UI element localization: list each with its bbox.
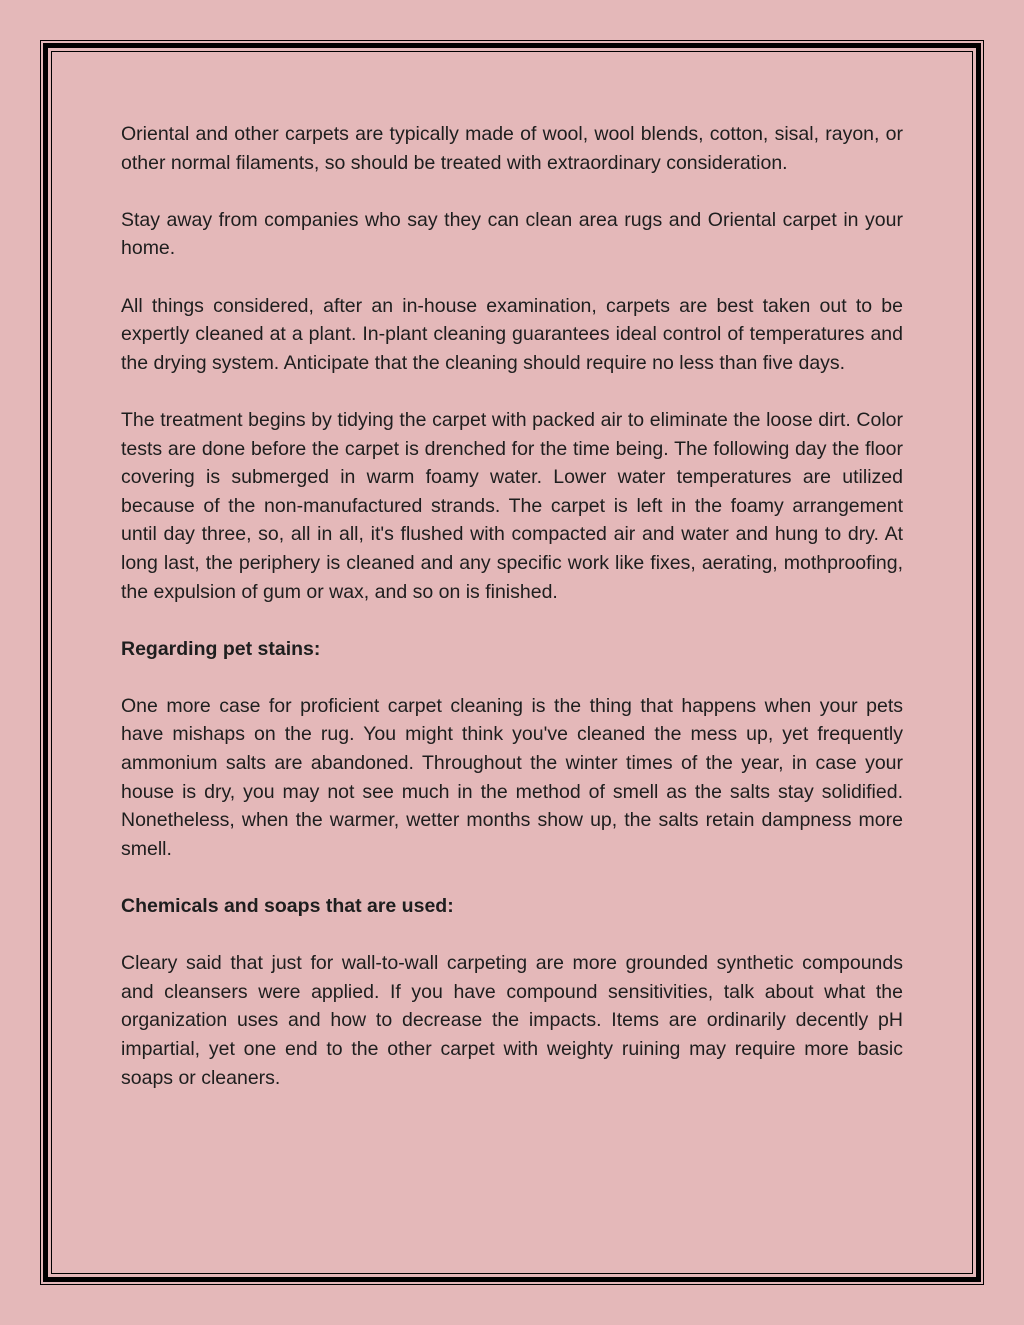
- paragraph-carpet-materials: Oriental and other carpets are typically made of wool, wool blends, cotton, sisal, rayon, or other normal filaments, so should be treated with extraordinary consideration.: [121, 123, 903, 174]
- paragraph-chemicals-soaps: Cleary said that just for wall-to-wall carpeting are more grounded synthetic compounds and cleansers were applied. If you have compound sensitivities, talk about what the organization uses and how to decrease the impacts. Items are ordinarily decently pH impartial, yet one end to the other carpet with weighty ruining may require more basic soaps or cleaners.: [121, 952, 903, 1089]
- paragraph-treatment-process: The treatment begins by tidying the carpet with packed air to eliminate the loose dirt. Color tests are done before the carpet is drenched for the time being. The following day the floor covering is submerged in warm foamy water. Lower water temperatures are utilized because of the non-manufactured strands. The carpet is left in the foamy arrangement until day three, so, all in all, it's flushed with compacted air and water and hung to dry. At long last, the periphery is cleaned and any specific work like fixes, aerating, mothproofing, the expulsion of gum or wax, and so on is finished.: [121, 408, 903, 603]
- paragraph-avoid-companies: Stay away from companies who say they can clean area rugs and Oriental carpet in your home.: [121, 208, 903, 260]
- heading-chemicals-soaps: Chemicals and soaps that are used:: [121, 895, 454, 918]
- paragraph-in-plant-cleaning: All things considered, after an in-house examination, carpets are best taken out to be expertly cleaned at a plant. In-plant cleaning guarantees ideal control of temperatures and the drying system. Anticipate that the cleaning should require no less than five days.: [121, 294, 903, 374]
- document-body: [121, 120, 903, 1121]
- paragraph-pet-stains: One more case for proficient carpet cleaning is the thing that happens when your pets have mishaps on the rug. You might think you've cleaned the mess up, yet frequently ammonium salts are abandoned. Throughout the winter times of the year, in case your house is dry, you may not see much in the method of smell as the salts stay solidified. Nonetheless, when the warmer, wetter months show up, the salts retain dampness more smell.: [121, 694, 903, 860]
- heading-pet-stains: Regarding pet stains:: [121, 637, 321, 660]
